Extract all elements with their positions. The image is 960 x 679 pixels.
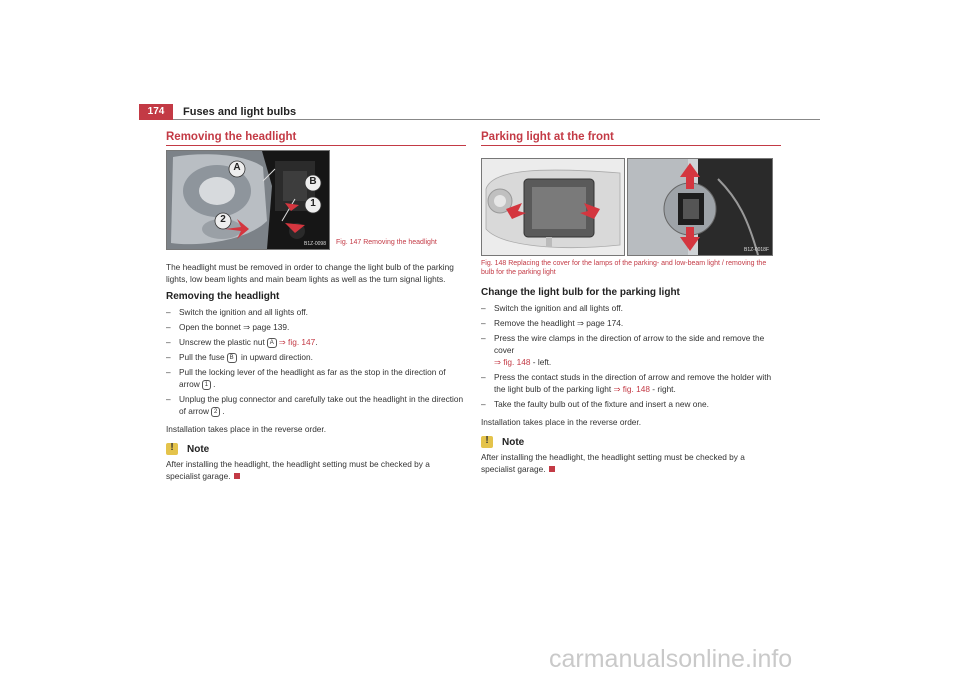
parking-light-steps	[481, 302, 781, 410]
note-title: Note	[502, 436, 525, 448]
figure-label-a: A	[233, 162, 241, 173]
figure-reference-link[interactable]: ⇒ fig. 148	[613, 384, 650, 394]
note-icon: !	[166, 443, 178, 455]
step-item: – Take the faulty bulb out of the fixture and insert a new one.	[481, 398, 781, 410]
left-column	[166, 131, 466, 482]
step-item: – Open the bonnet ⇒ page 139.	[166, 321, 466, 333]
step-text: Unscrew the plastic nut	[179, 337, 265, 347]
step-text: Press the contact studs in the direction of arrow and remove the holder with the light bulb of the parking light	[494, 372, 772, 394]
step-text: Press the wire clamps in the direction of arrow to the side and remove the cover	[494, 333, 765, 355]
step-text: Pull the fuse	[179, 352, 225, 362]
headlight-photo	[166, 150, 330, 250]
header-rule	[173, 119, 820, 120]
end-mark-icon	[234, 473, 240, 479]
bulb-holder-illustration	[628, 159, 772, 255]
watermark: carmanualsonline.info	[549, 645, 793, 673]
step-text: in upward direction.	[238, 352, 313, 362]
step-text: - right.	[649, 384, 676, 394]
headlight-cover-illustration	[482, 159, 624, 255]
step-item	[166, 393, 466, 417]
step-item	[481, 332, 781, 368]
callout-tag: 1	[202, 380, 211, 390]
section-title-removing-headlight: Removing the headlight	[166, 131, 466, 146]
step-item: – Switch the ignition and all lights off.	[166, 306, 466, 318]
callout-tag: 2	[211, 407, 220, 417]
step-item: – Remove the headlight ⇒ page 174.	[481, 317, 781, 329]
step-text: Pull the locking lever of the headlight as far as the stop in the direction of arrow	[179, 367, 446, 389]
step-item: – Switch the ignition and all lights off.	[481, 302, 781, 314]
installation-note: Installation takes place in the reverse order.	[166, 424, 327, 434]
note-heading	[481, 436, 781, 448]
intro-paragraph: The headlight must be removed in order to change the light bulb of the parking lights, low beam lights and main beam lights as well as the turn signal lights.	[166, 262, 454, 284]
cover-photo	[481, 158, 625, 256]
figure-caption: Fig. 148 Replacing the cover for the lamps of the parking- and low-beam light / removing the bulb for the parking light	[481, 260, 767, 276]
step-text: - left.	[530, 357, 552, 367]
figure-label-1: 1	[310, 198, 316, 209]
figure-reference-link[interactable]: ⇒ fig. 147	[278, 337, 316, 347]
step-text: .	[213, 379, 216, 389]
figure-code: B1Z-0098	[304, 241, 326, 247]
figure-147	[166, 150, 466, 253]
figure-label-b: B	[309, 176, 317, 187]
callout-tag: B	[227, 353, 237, 363]
note-title: Note	[187, 443, 210, 455]
installation-note: Installation takes place in the reverse order.	[481, 417, 642, 427]
note-icon: !	[481, 436, 493, 448]
step-text: Unplug the plug connector and carefully take out the headlight in the direction of arrow	[179, 394, 464, 416]
note-body: After installing the headlight, the headlight setting must be checked by a specialist garage.	[481, 452, 745, 474]
step-item	[481, 371, 781, 395]
figure-code: B1Z-0018F	[743, 247, 769, 253]
bulb-holder-photo	[627, 158, 773, 256]
step-item	[166, 366, 466, 390]
removal-steps	[166, 306, 466, 417]
figure-148	[481, 158, 781, 258]
figure-caption: Fig. 147 Removing the headlight	[336, 239, 437, 246]
callout-tag: A	[267, 338, 277, 348]
page-number: 174	[139, 104, 173, 120]
subheading-change-bulb: Change the light bulb for the parking light	[481, 287, 680, 298]
figure-reference-link[interactable]: ⇒ fig. 148	[494, 357, 531, 367]
subheading-removing-headlight: Removing the headlight	[166, 291, 280, 302]
step-item	[166, 336, 466, 348]
running-title: Fuses and light bulbs	[183, 106, 297, 118]
note-heading	[166, 443, 466, 455]
section-title-parking-light: Parking light at the front	[481, 131, 781, 146]
note-body: After installing the headlight, the headlight setting must be checked by a specialist garage.	[166, 459, 430, 481]
step-text: .	[315, 337, 318, 347]
figure-label-2: 2	[220, 214, 226, 225]
step-item	[166, 351, 466, 363]
right-column	[481, 131, 781, 475]
step-text: .	[222, 406, 225, 416]
end-mark-icon	[549, 466, 555, 472]
